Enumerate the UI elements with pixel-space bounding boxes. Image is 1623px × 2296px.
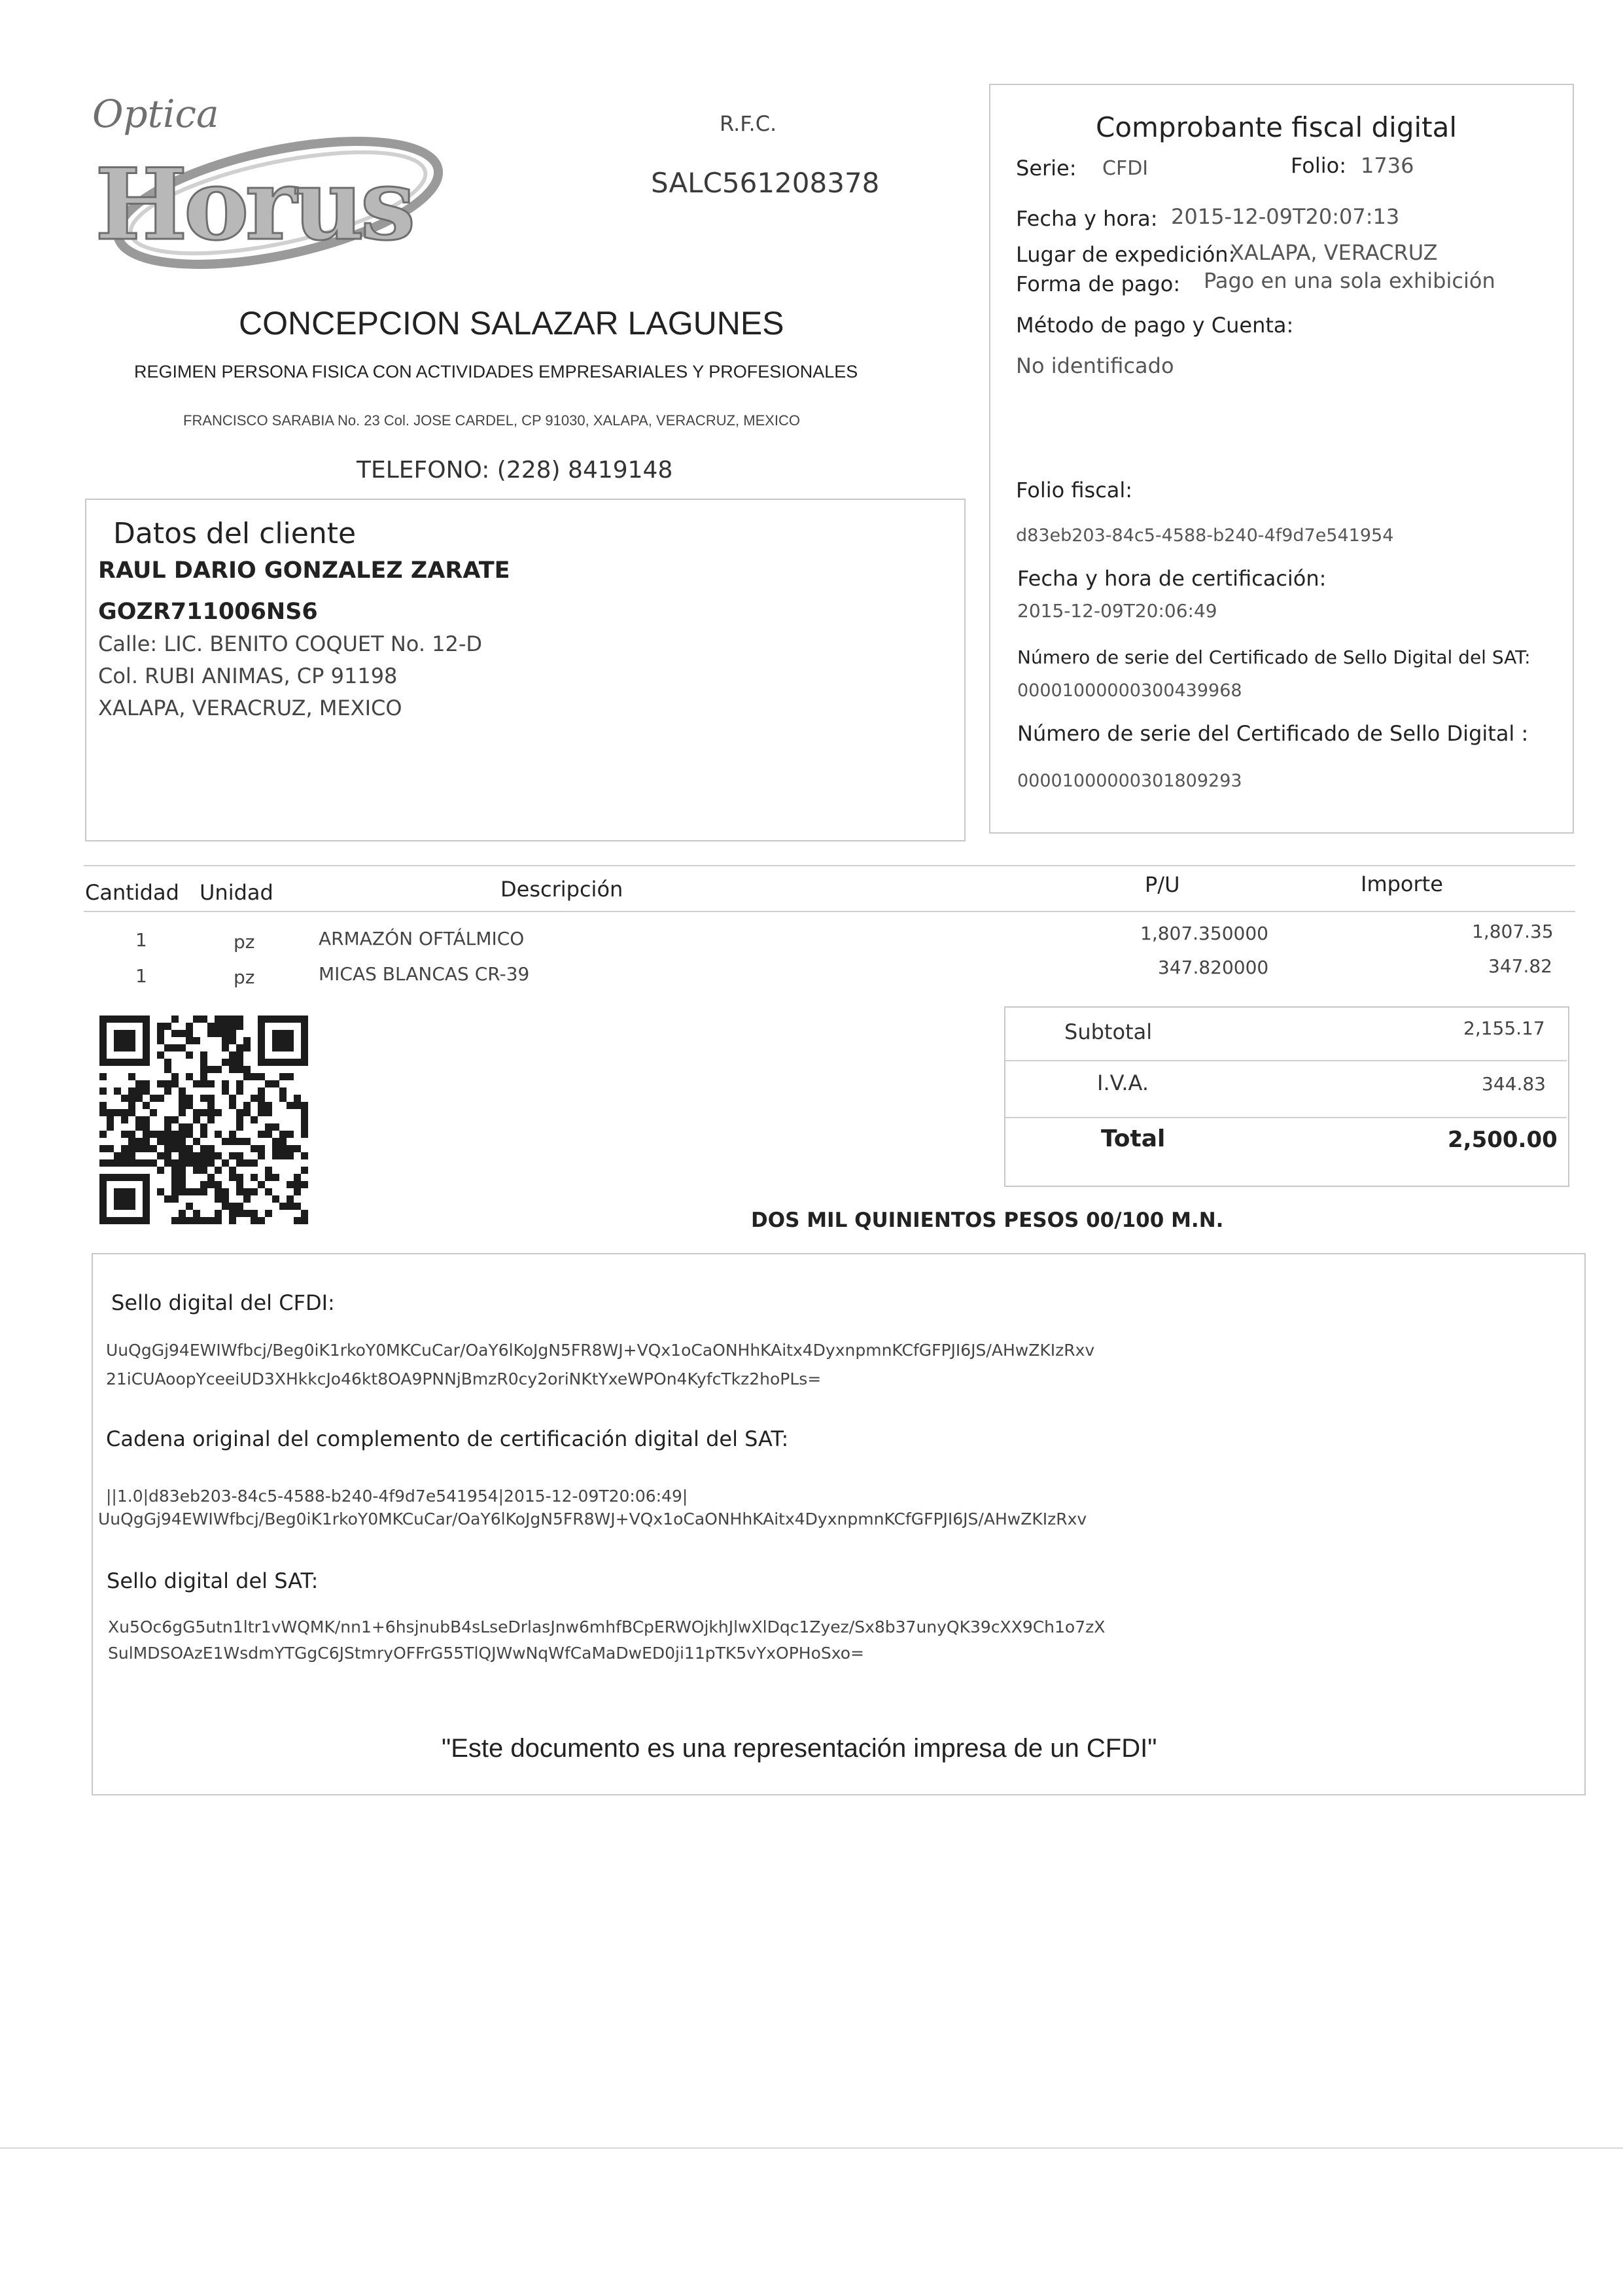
client-city: XALAPA, VERACRUZ, MEXICO	[98, 696, 402, 720]
serie-cert-sat-label: Número de serie del Certificado de Sello Digital del SAT:	[1017, 646, 1531, 668]
fecha-value: 2015-12-09T20:07:13	[1171, 204, 1400, 229]
col-header-unidad: Unidad	[200, 880, 273, 905]
client-name: RAUL DARIO GONZALEZ ZARATE	[98, 557, 510, 584]
fecha-certificacion-label: Fecha y hora de certificación:	[1017, 566, 1327, 591]
col-header-descripcion: Descripción	[500, 877, 623, 902]
row-importe: 1,807.35	[1472, 921, 1554, 942]
cadena-original-label: Cadena original del complemento de certificación digital del SAT:	[106, 1426, 789, 1451]
total-label: Total	[1101, 1125, 1166, 1152]
serie-cert-label: Número de serie del Certificado de Sello Digital :	[1017, 721, 1529, 746]
issuer-name: CONCEPCION SALAZAR LAGUNES	[239, 305, 784, 342]
row-unidad: pz	[234, 966, 255, 988]
table-top-line	[84, 865, 1575, 866]
totals-divider	[1005, 1060, 1567, 1061]
fecha-label: Fecha y hora:	[1016, 206, 1158, 231]
subtotal-value: 2,155.17	[1463, 1017, 1545, 1039]
total-value: 2,500.00	[1448, 1127, 1558, 1153]
row-pu: 1,807.350000	[1140, 923, 1268, 944]
logo-text-horus: Horus	[95, 147, 412, 262]
forma-pago-label: Forma de pago:	[1016, 272, 1181, 296]
logo-text-optica: Optica	[92, 92, 219, 136]
sello-sat-line: Xu5Oc6gG5utn1ltr1vWQMK/nn1+6hsjnubB4sLseDrlasJnw6mhfBCpERWOjkhJlwXlDqc1Zyez/Sx8b37unyQK39cXX9Ch1o7zX	[108, 1617, 1106, 1636]
issuer-address: FRANCISCO SARABIA No. 23 Col. JOSE CARDEL, CP 91030, XALAPA, VERACRUZ, MEXICO	[183, 412, 801, 429]
lugar-label: Lugar de expedición:	[1016, 242, 1236, 267]
cadena-original-line: UuQgGj94EWIWfbcj/Beg0iK1rkoY0MKCuCar/OaY6lKoJgN5FR8WJ+VQx1oCaONHhKAitx4DyxnpmnKCfGFPJI6JS/AHwZKIzRxv	[98, 1510, 1087, 1528]
client-street: Calle: LIC. BENITO COQUET No. 12-D	[98, 631, 483, 656]
client-section-title: Datos del cliente	[113, 517, 357, 550]
sello-cfdi-line: 21iCUAoopYceeiUD3XHkkcJo46kt8OA9PNNjBmzR0cy2oriNKtYxeWPOn4KyfcTkz2hoPLs=	[106, 1369, 822, 1388]
logo-graphic	[82, 118, 448, 294]
client-rfc: GOZR711006NS6	[98, 599, 318, 625]
sello-sat-line: SulMDSOAzE1WsdmYTGgC6JStmryOFFrG55TlQJWwNqWfCaMaDwED0ji11pTK5vYxOPHoSxo=	[108, 1644, 865, 1663]
row-cantidad: 1	[135, 965, 147, 987]
lugar-value: XALAPA, VERACRUZ	[1230, 240, 1438, 265]
iva-label: I.V.A.	[1097, 1070, 1149, 1095]
amount-in-words: DOS MIL QUINIENTOS PESOS 00/100 M.N.	[751, 1209, 1224, 1232]
row-pu: 347.820000	[1158, 957, 1269, 978]
fiscal-title: Comprobante fiscal digital	[1096, 111, 1457, 143]
row-importe: 347.82	[1488, 955, 1552, 977]
col-header-importe: Importe	[1361, 872, 1443, 896]
issuer-regime: REGIMEN PERSONA FISICA CON ACTIVIDADES EMPRESARIALES Y PROFESIONALES	[134, 362, 858, 381]
issuer-rfc: SALC561208378	[651, 167, 880, 199]
totals-divider	[1005, 1117, 1567, 1118]
qr-code-image	[99, 1016, 312, 1231]
sello-cfdi-line: UuQgGj94EWIWfbcj/Beg0iK1rkoY0MKCuCar/OaY6lKoJgN5FR8WJ+VQx1oCaONHhKAitx4DyxnpmnKCfGFPJI6JS/AHwZKIzRxv	[106, 1341, 1095, 1360]
forma-pago-value: Pago en una sola exhibición	[1204, 268, 1495, 293]
folio-fiscal-label: Folio fiscal:	[1016, 478, 1133, 503]
issuer-phone: TELEFONO: (228) 8419148	[357, 457, 673, 484]
col-header-pu: P/U	[1145, 872, 1180, 897]
fecha-certificacion-value: 2015-12-09T20:06:49	[1017, 600, 1217, 622]
serie-cert-sat-value: 00001000000300439968	[1017, 680, 1242, 701]
rfc-label: R.F.C.	[720, 111, 777, 136]
iva-value: 344.83	[1482, 1073, 1546, 1095]
row-cantidad: 1	[135, 929, 147, 951]
table-header-line	[84, 911, 1575, 912]
folio-value: 1736	[1361, 153, 1414, 178]
row-descripcion: ARMAZÓN OFTÁLMICO	[319, 928, 525, 949]
row-descripcion: MICAS BLANCAS CR-39	[319, 963, 530, 985]
row-unidad: pz	[234, 931, 255, 953]
folio-fiscal-value: d83eb203-84c5-4588-b240-4f9d7e541954	[1016, 525, 1394, 546]
client-colony: Col. RUBI ANIMAS, CP 91198	[98, 663, 398, 688]
serie-cert-value: 00001000000301809293	[1017, 771, 1242, 791]
cfdi-representation-note: "Este documento es una representación impresa de un CFDI"	[442, 1734, 1157, 1763]
metodo-pago-value: No identificado	[1016, 353, 1174, 378]
sello-cfdi-label: Sello digital del CFDI:	[111, 1290, 335, 1315]
subtotal-label: Subtotal	[1064, 1019, 1153, 1044]
page-bottom-line	[0, 2147, 1623, 2149]
serie-value: CFDI	[1102, 157, 1149, 180]
folio-label: Folio:	[1291, 153, 1346, 178]
optica-horus-logo	[82, 92, 448, 294]
serie-label: Serie:	[1016, 156, 1077, 181]
cadena-original-line: ||1.0|d83eb203-84c5-4588-b240-4f9d7e541954|2015-12-09T20:06:49|	[106, 1487, 688, 1506]
sello-sat-label: Sello digital del SAT:	[107, 1568, 319, 1593]
col-header-cantidad: Cantidad	[85, 880, 179, 905]
metodo-pago-label: Método de pago y Cuenta:	[1016, 313, 1294, 338]
